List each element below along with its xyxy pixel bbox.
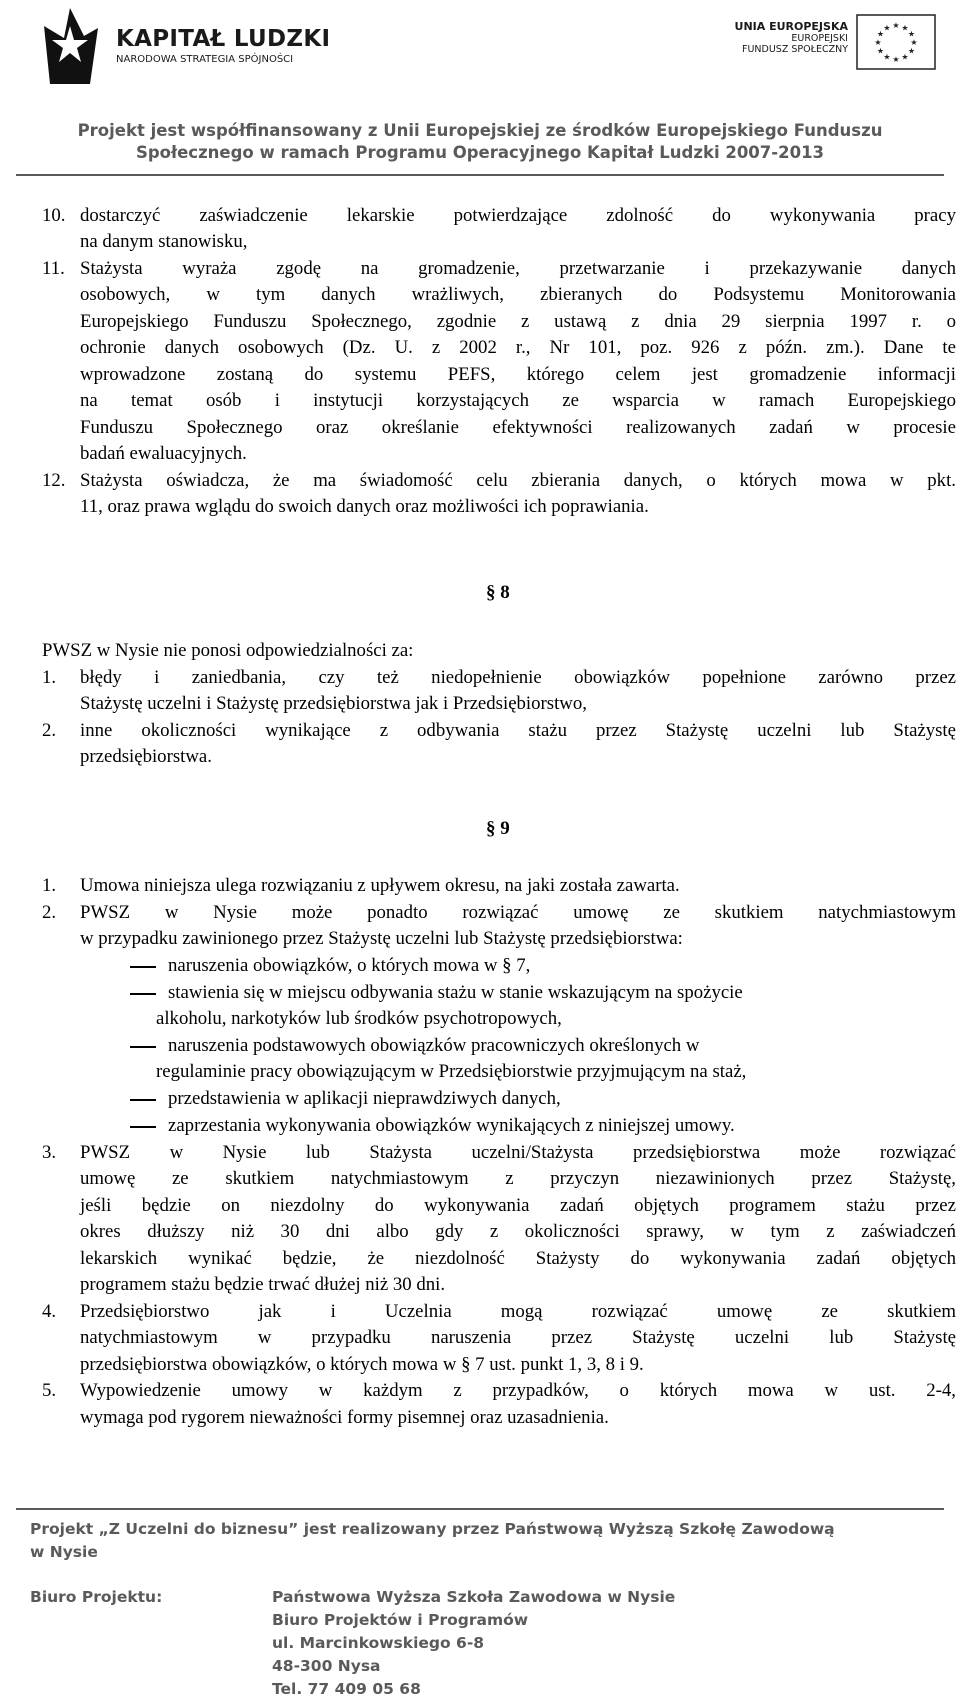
item-11-line: na temat osób i instytucji korzystających ze wsparcia w ramach Europejskiego — [80, 390, 956, 411]
cofinancing-statement — [0, 120, 960, 164]
section-8-item-line: przedsiębiorstwa. — [80, 746, 212, 767]
section-9-item-line: przedsiębiorstwa obowiązków, o których mowa w § 7 ust. punkt 1, 3, 8 i 9. — [80, 1354, 644, 1375]
item-11-number: 11. — [42, 258, 65, 279]
footer-office-line: Biuro Projektów i Programów — [272, 1611, 529, 1629]
section-8-item-line: Stażystę uczelni i Stażystę przedsiębiorstwa jak i Przedsiębiorstwo, — [80, 693, 587, 714]
termination-reason: zaprzestania wykonywania obowiązków wynikających z niniejszej umowy. — [168, 1115, 735, 1136]
section-8-intro: PWSZ w Nysie nie ponosi odpowiedzialności za: — [42, 640, 414, 661]
termination-reason-continued: regulaminie pracy obowiązującym w Przedsiębiorstwie przyjmującym na staż, — [156, 1061, 747, 1082]
cofinancing-line2: Społecznego w ramach Programu Operacyjnego Kapitał Ludzki 2007-2013 — [135, 143, 825, 162]
footer-office-line: Tel. 77 409 05 68 — [272, 1680, 421, 1698]
eu-logo — [736, 14, 936, 74]
svg-text:★: ★ — [876, 29, 885, 39]
svg-text:★: ★ — [910, 38, 918, 47]
termination-reason: stawienia się w miejscu odbywania stażu w stanie wskazującym na spożycie — [168, 982, 743, 1003]
header-divider — [16, 174, 944, 176]
item-11-line: badań ewaluacyjnych. — [80, 443, 247, 464]
page-header — [0, 0, 960, 172]
termination-reason: naruszenia obowiązków, o których mowa w § 7, — [168, 955, 531, 976]
termination-reason-continued: alkoholu, narkotyków lub środków psychotropowych, — [156, 1008, 562, 1029]
eu-flag-icon — [856, 14, 936, 70]
eu-logo-line1: UNIA EUROPEJSKA — [734, 20, 848, 33]
section-8-item-number: 1. — [42, 667, 57, 688]
section-9-item-line: PWSZ w Nysie lub Stażysta uczelni/Stażysta przedsiębiorstwa może rozwiązać — [80, 1142, 956, 1163]
footer-project-line: w Nysie — [30, 1543, 98, 1561]
section-9-item-line: natychmiastowym w przypadku naruszenia przez Stażystę uczelni lub Stażystę — [80, 1327, 956, 1348]
svg-text:★: ★ — [892, 55, 900, 64]
kapital-ludzki-subtitle: NARODOWA STRATEGIA SPÓJNOŚCI — [116, 54, 294, 65]
svg-text:★: ★ — [883, 23, 891, 33]
termination-reason: naruszenia podstawowych obowiązków pracowniczych określonych w — [168, 1035, 700, 1056]
cofinancing-line1: Projekt jest współfinansowany z Unii Europejskiej ze środków Europejskiego Funduszu — [77, 121, 883, 140]
section-9-item-line: jeśli będzie on niezdolny do wykonywania zadań objętych programem stażu przez — [80, 1195, 956, 1216]
termination-reason: przedstawienia w aplikacji nieprawdziwych danych, — [168, 1088, 561, 1109]
section-9-item-line: PWSZ w Nysie może ponadto rozwiązać umowę ze skutkiem natychmiastowym — [80, 902, 956, 923]
eu-logo-text — [735, 20, 848, 55]
section-9-item-line: Przedsiębiorstwo jak i Uczelnia mogą rozwiązać umowę ze skutkiem — [80, 1301, 956, 1322]
item-11-line: wprowadzone zostaną do systemu PEFS, którego celem jest gromadzenie informacji — [80, 364, 956, 385]
kapital-ludzki-emblem-icon — [40, 6, 102, 86]
item-11-line: Stażysta wyraża zgodę na gromadzenie, przetwarzanie i przekazywanie danych — [80, 258, 956, 279]
item-10-line: dostarczyć zaświadczenie lekarskie potwierdzające zdolność do wykonywania pracy — [80, 205, 956, 226]
kapital-ludzki-logo — [40, 6, 331, 86]
list-dash-icon — [130, 966, 156, 968]
item-11-line: Funduszu Społecznego oraz określanie efektywności realizowanych zadań w procesie — [80, 417, 956, 438]
kapital-ludzki-title: KAPITAŁ LUDZKI — [116, 26, 331, 52]
item-12-line: 11, oraz prawa wglądu do swoich danych oraz możliwości ich poprawiania. — [80, 496, 649, 517]
section-9-item-number: 4. — [42, 1301, 57, 1322]
section-9-item-line: w przypadku zawinionego przez Stażystę uczelni lub Stażystę przedsiębiorstwa: — [80, 928, 683, 949]
svg-text:★: ★ — [907, 46, 916, 56]
section-8-item-line: błędy i zaniedbania, czy też niedopełnienie obowiązków popełnione zarówno przez — [80, 667, 956, 688]
list-dash-icon — [130, 1046, 156, 1048]
section-9-item-line: okres dłuższy niż 30 dni albo gdy z okoliczności sprawy, w tym z zaświadczeń — [80, 1221, 956, 1242]
section-9-item-number: 5. — [42, 1380, 57, 1401]
footer-project-line: Projekt „Z Uczelni do biznesu” jest realizowany przez Państwową Wyższą Szkołę Zawodową — [30, 1520, 835, 1538]
item-11-line: ochronie danych osobowych (Dz. U. z 2002 r., Nr 101, poz. 926 z późn. zm.). Dane te — [80, 337, 956, 358]
section-9-item-line: Wypowiedzenie umowy w każdym z przypadków, o których mowa w ust. 2-4, — [80, 1380, 956, 1401]
item-12-number: 12. — [42, 470, 66, 491]
footer-office-line: ul. Marcinkowskiego 6-8 — [272, 1634, 485, 1652]
section-9-item-line: lekarskich wynikać będzie, że niezdolność Stażysty do wykonywania zadań objętych — [80, 1248, 956, 1269]
section-9-item-line: umowę ze skutkiem natychmiastowym z przyczyn niezawinionych przez Stażystę, — [80, 1168, 956, 1189]
section-8-item-number: 2. — [42, 720, 57, 741]
section-9-item-number: 2. — [42, 902, 57, 923]
eu-logo-line2: EUROPEJSKI — [791, 33, 848, 44]
section-9-heading: § 9 — [486, 818, 510, 839]
footer-office-line: Państwowa Wyższa Szkoła Zawodowa w Nysie — [272, 1588, 676, 1606]
item-10-line: na danym stanowisku, — [80, 231, 248, 252]
section-9-item-line: programem stażu będzie trwać dłużej niż 30 dni. — [80, 1274, 446, 1295]
svg-text:★: ★ — [907, 29, 916, 39]
svg-text:★: ★ — [874, 38, 882, 47]
list-dash-icon — [130, 993, 156, 995]
footer-office-line: 48-300 Nysa — [272, 1657, 381, 1675]
svg-text:★: ★ — [892, 21, 900, 30]
section-9-item-line: Umowa niniejsza ulega rozwiązaniu z upływem okresu, na jaki została zawarta. — [80, 875, 680, 896]
item-12-line: Stażysta oświadcza, że ma świadomość celu zbierania danych, o których mowa w pkt. — [80, 470, 956, 491]
section-9-item-number: 1. — [42, 875, 57, 896]
section-9-item-line: wymaga pod rygorem nieważności formy pisemnej oraz uzasadnienia. — [80, 1407, 609, 1428]
svg-text:★: ★ — [901, 52, 909, 62]
section-9-item-number: 3. — [42, 1142, 57, 1163]
section-8-heading: § 8 — [486, 582, 510, 603]
eu-logo-line3: FUNDUSZ SPOŁECZNY — [742, 44, 848, 55]
item-10-number: 10. — [42, 205, 66, 226]
section-8-item-line: inne okoliczności wynikające z odbywania stażu przez Stażystę uczelni lub Stażystę — [80, 720, 956, 741]
item-11-line: Europejskiego Funduszu Społecznego, zgodnie z ustawą z dnia 29 sierpnia 1997 r. o — [80, 311, 956, 332]
item-11-line: osobowych, w tym danych wrażliwych, zbieranych do Podsystemu Monitorowania — [80, 284, 956, 305]
svg-text:★: ★ — [883, 52, 891, 62]
svg-text:★: ★ — [876, 46, 885, 56]
footer-divider — [16, 1508, 944, 1510]
list-dash-icon — [130, 1099, 156, 1101]
list-dash-icon — [130, 1126, 156, 1128]
svg-text:★: ★ — [901, 23, 909, 33]
footer-office-label: Biuro Projektu: — [30, 1588, 163, 1606]
